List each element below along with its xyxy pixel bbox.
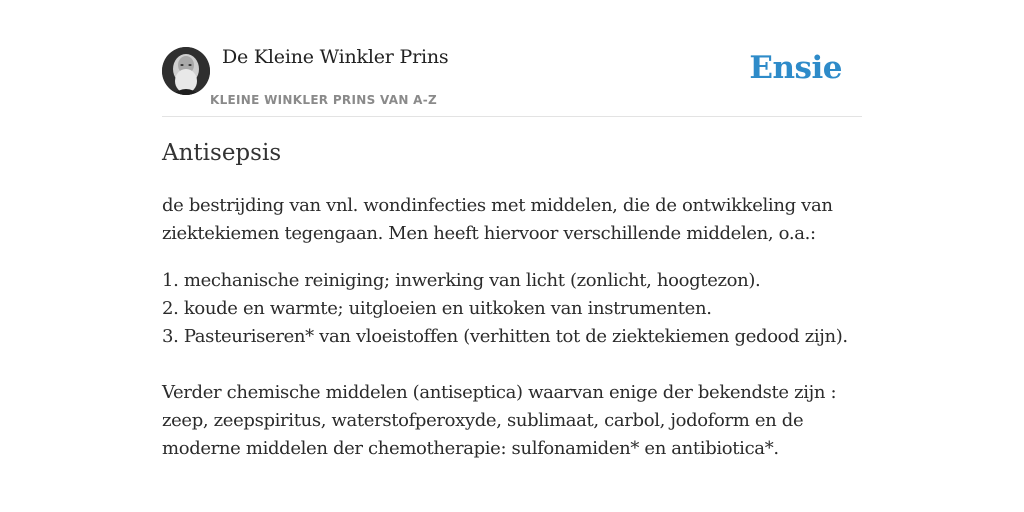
intro-paragraph — [162, 192, 862, 248]
list-item: 1. mechanische reiniging; inwerking van licht (zonlicht, hoogtezon). — [162, 270, 761, 291]
source-title[interactable]: De Kleine Winkler Prins — [222, 46, 449, 68]
source-subtitle[interactable]: KLEINE WINKLER PRINS VAN A-Z — [210, 93, 438, 107]
method-list — [162, 267, 862, 351]
list-item: 3. Pasteuriseren* van vloeistoffen (verhitten tot de ziektekiemen gedood zijn). — [162, 326, 848, 347]
closing-paragraph — [162, 379, 862, 463]
closing-line: zeep, zeepspiritus, waterstofperoxyde, sublimaat, carbol, jodoform en de — [162, 410, 804, 431]
list-item: 2. koude en warmte; uitgloeien en uitkoken van instrumenten. — [162, 298, 712, 319]
intro-line: ziektekiemen tegengaan. Men heeft hiervoor verschillende middelen, o.a.: — [162, 223, 816, 244]
portrait-avatar[interactable] — [162, 47, 210, 95]
header — [162, 40, 862, 117]
closing-line: Verder chemische middelen (antiseptica) waarvan enige der bekendste zijn : — [162, 382, 837, 403]
brand-logo[interactable]: Ensie — [749, 50, 842, 86]
portrait-icon — [162, 47, 210, 95]
closing-line: moderne middelen der chemotherapie: sulfonamiden* en antibiotica*. — [162, 438, 779, 459]
intro-line: de bestrijding van vnl. wondinfecties met middelen, die de ontwikkeling van — [162, 195, 833, 216]
entry-title: Antisepsis — [162, 140, 282, 166]
